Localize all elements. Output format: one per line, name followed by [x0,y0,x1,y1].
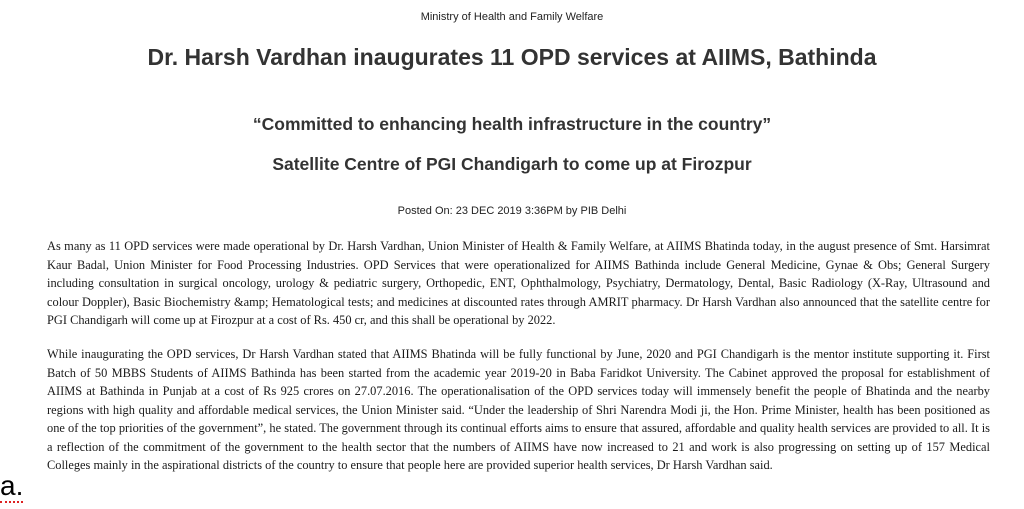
edge-text-fragment [0,471,23,501]
paragraph-2: While inaugurating the OPD services, Dr Harsh Vardhan stated that AIIMS Bhatinda will be fully functional by June, 2020 and PGI Chandigarh is the mentor institute supporting it. First Batch of 50 MBBS Students of AIIMS Bathinda has been started from the academic year 2019-20 in Baba Faridkot University. The Cabinet approved the proposal for establishment of AIIMS at Bathinda in Punjab at a cost of Rs 925 crores on 27.07.2016. The operationalisation of the OPD services today will immensely benefit the people of Bhatinda and the nearby regions with high quality and affordable medical services, the Union Minister said. “Under the leadership of Shri Narendra Modi ji, the Hon. Prime Minister, health has been positioned as one of the top priorities of the government”, he stated. The government through its continual efforts aims to ensure that assured, affordable and quality health services are provided to all. It is a reflection of the commitment of the government to the health sector that the numbers of AIIMS have now increased to 21 and work is also progressing on setting up of 157 Medical Colleges mainly in the aspirational districts of the country to ensure that people here are provided superior health services, Dr Harsh Vardhan said. [47,347,990,472]
ministry-name: Ministry of Health and Family Welfare [420,11,604,23]
headline: Dr. Harsh Vardhan inaugurates 11 OPD services at AIIMS, Bathinda [147,44,877,70]
subheadline-satellite-centre: Satellite Centre of PGI Chandigarh to come up at Firozpur [272,154,752,174]
posted-on: Posted On: 23 DEC 2019 3:36PM by PIB Delhi [397,205,627,217]
paragraph-1: As many as 11 OPD services were made operational by Dr. Harsh Vardhan, Union Minister of Health & Family Welfare, at AIIMS Bhatinda today, in the august presence of Smt. Harsimrat Kaur Badal, Union Minister for Food Processing Industries. OPD Services that were operationalized for AIIMS Bathinda include General Medicine, Gynae & Obs; General Surgery including consultation in surgical oncology, urology & pediatric surgery, Orthopedic, ENT, Ophthalmology, Psychiatry, Dermatology, Dental, Basic Radiology (X-Ray, Ultrasound and colour Doppler), Basic Biochemistry &amp; Hematological tests; and medicines at discounted rates through AMRIT pharmacy. Dr Harsh Vardhan also announced that the satellite centre for PGI Chandigarh will come up at Firozpur at a cost of Rs. 450 cr, and this shall be operational by 2022. [47,239,990,327]
subheadline-quote: “Committed to enhancing health infrastructure in the country” [252,114,772,134]
edge-text-fragment-label: a. [0,470,24,501]
